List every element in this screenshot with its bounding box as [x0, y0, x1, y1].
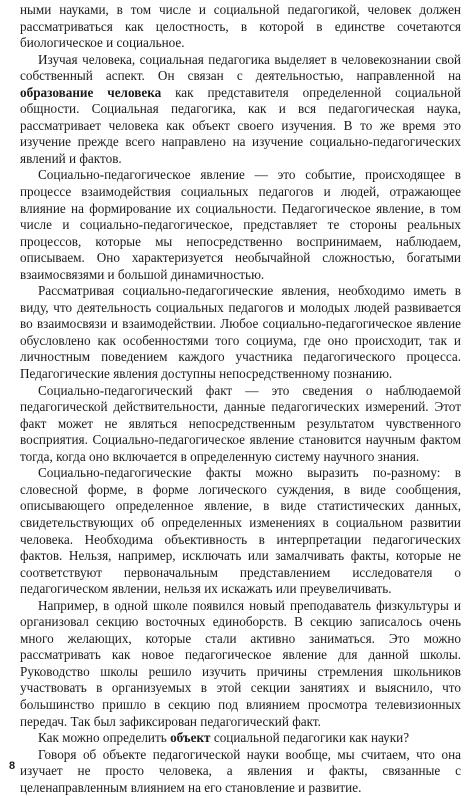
paragraph-8-text-b: социальной педагогики как науки? — [210, 730, 410, 746]
paragraph-8 — [20, 730, 461, 747]
paragraph-1 — [20, 2, 461, 52]
paragraph-5-text: Социально-педагогический факт — это сведения о наблюдаемой педагогической действительности, данные педагогических измерений. Этот факт может не являться непосредственным результатом чувственного восприятия. Социально-педагогическое явление становится научным фактом тогда, когда оно включается в определенную систему научного знания. — [20, 382, 461, 464]
paragraph-2 — [20, 52, 461, 168]
paragraph-4 — [20, 283, 461, 382]
paragraph-9-text: Говоря об объекте педагогической науки вообще, мы считаем, что она изучает не просто человека, а явления и факты, связанные с целенаправленным влиянием на его становление и развитие. — [20, 746, 461, 795]
paragraph-7 — [20, 598, 461, 730]
paragraph-6-text: Социально-педагогические факты можно выразить по-разному: в словесной форме, в форме логического суждения, в виде сообщения, описывающего определенное явление, в виде статистических данных, свидетельствующих об определенных изменениях в социальном развитии человека. Необходима объективность в интерпретации педагогических фактов. Нельзя, например, исключать или замалчивать факты, которые не соответствуют первоначальным представлением исследователя о педагогическом явлении, нельзя их искажать или преувеличивать. — [20, 465, 461, 597]
paragraph-6 — [20, 465, 461, 597]
paragraph-1-text: ными науками, в том числе и социальной педагогикой, человек должен рассматриваться как целостность, в которой в единстве сочетаются биологическое и социальное. — [20, 2, 461, 51]
paragraph-4-text: Рассматривая социально-педагогические явления, необходимо иметь в виду, что деятельность социальных педагогов и молодых людей развивается во взаимосвязи и взаимодействии. Любое социально-педагогическое явление обусловлено как особенностями того социума, где оно происходит, так и личностным поведением каждого участника педагогического процесса. Педагогические явления доступны непосредственному познанию. — [20, 283, 461, 382]
paragraph-2-text-b: как представителя определенной социальной общности. Социальная педагогика, как и вся педагогическая наука, рассматривает человека как объект своего изучения. В то же время это изучение прежде всего направлено на изучение социально-педагогических явлений и фактов. — [20, 84, 461, 166]
paragraph-3 — [20, 167, 461, 283]
term-object: объект — [170, 730, 211, 746]
paragraph-8-text-a: Как можно определить — [38, 730, 171, 746]
term-education-of-human: образование человека — [20, 84, 162, 100]
page-number: 8 — [9, 760, 16, 772]
paragraph-2-text-a: Изучая человека, социальная педагогика выделяет в человекознании свой собственный аспект. Он связан с деятельностью, направленной на — [20, 51, 461, 84]
paragraph-5 — [20, 383, 461, 466]
paragraph-3-text: Социально-педагогическое явление — это событие, происходящее в процессе взаимодействия социальных педагогов и людей, отражающее влияние на формирование их социальности. Педагогическое явление, в том числе и социально-педагогическое, представляет те стороны реальных процессов, которые мы непосредственно воспринимаем, наблюдаем, описываем. Оно характеризуется необычайной сложностью, богатыми взаимосвязями и большой динамичностью. — [20, 167, 461, 282]
paragraph-9 — [20, 747, 461, 796]
book-page-body — [20, 2, 461, 796]
paragraph-7-text: Например, в одной школе появился новый преподаватель физкультуры и организовал секцию восточных единоборств. В секцию записалось очень много желающих, которые стали активно заниматься. Это можно рассматривать как новое педагогическое явление для данной школы. Руководство школы решило изучить причины стремления школьников участвовать в организуемых в этой секции занятиях и выяснило, что большинство пришло в секцию под влиянием просмотра телевизионных передач. Так был зафиксирован педагогический факт. — [20, 597, 461, 729]
